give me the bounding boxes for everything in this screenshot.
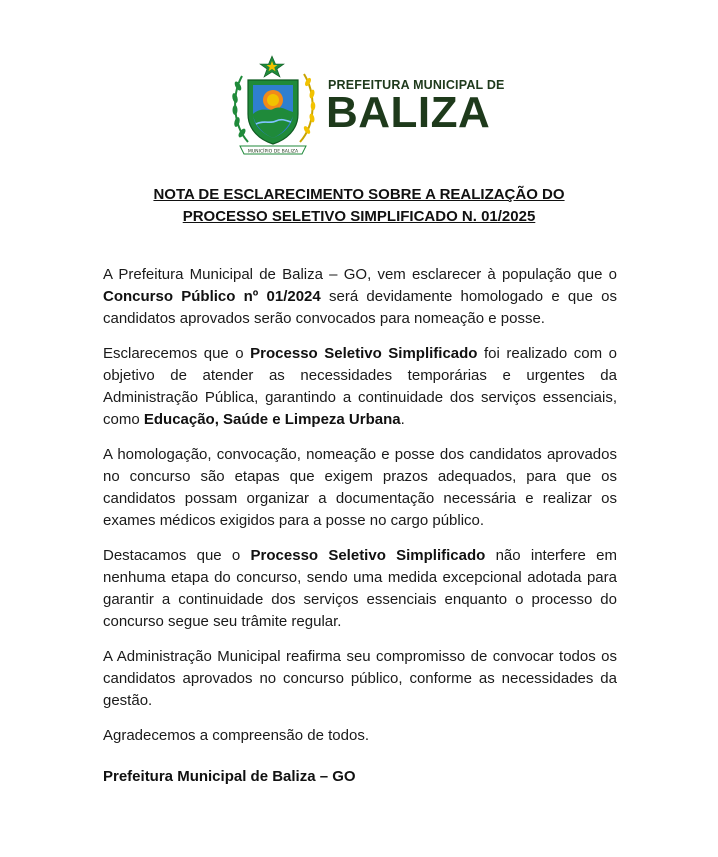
- brand-subtitle: PREFEITURA MUNICIPAL DE: [328, 78, 505, 92]
- paragraph-3: A homologação, convocação, nomeação e posse dos candidatos aprovados no concurso são etapas que exigem prazos adequados, para que os candidatos possam organizar a documentação necessária e realizar os exames médicos exigidos para a posse no cargo público.: [103, 446, 617, 529]
- title-line-2: PROCESSO SELETIVO SIMPLIFICADO N. 01/2025: [182, 208, 536, 225]
- brand-name: BALIZA: [326, 88, 491, 137]
- paragraph-4-bold-process: Processo Seletivo Simplificado: [250, 547, 486, 564]
- paragraph-4-text-a: Destacamos que o: [103, 547, 251, 564]
- paragraph-5: A Administração Municipal reafirma seu compromisso de convocar todos os candidatos aprovados no concurso público, conforme as necessidades da gestão.: [103, 648, 617, 709]
- document-title: [60, 184, 658, 228]
- paragraph-2-bold-services: Educação, Saúde e Limpeza Urbana: [143, 411, 401, 428]
- paragraph-2: [103, 343, 617, 431]
- signature: Prefeitura Municipal de Baliza – GO: [103, 768, 356, 785]
- paragraph-1-bold-contest: Concurso Público nº 01/2024: [103, 288, 321, 305]
- paragraph-2-text-c: foi realizado com o objetivo de atender as necessidades temporárias e urgentes da Administração Pública, garantindo a continuidade dos serviços essenciais, como: [103, 345, 617, 428]
- paragraph-6: Agradecemos a compreensão de todos.: [103, 727, 369, 744]
- coat-of-arms-icon: [230, 54, 320, 159]
- title-line-1: NOTA DE ESCLARECIMENTO SOBRE A REALIZAÇÃO DO: [153, 186, 565, 203]
- paragraph-2-text-e: .: [400, 411, 405, 428]
- paragraph-4: [103, 545, 617, 633]
- paragraph-1-text-a: A Prefeitura Municipal de Baliza – GO, vem esclarecer à população que o: [103, 266, 617, 283]
- paragraph-1-text-c: será devidamente homologado e que os candidatos aprovados serão convocados para nomeação e posse.: [103, 288, 617, 327]
- paragraph-2-text-a: Esclarecemos que o: [103, 345, 251, 362]
- paragraph-2-bold-process: Processo Seletivo Simplificado: [250, 345, 478, 362]
- paragraph-4-text-c: não interfere em nenhuma etapa do concurso, sendo uma medida excepcional adotada para garantir a continuidade dos serviços essenciais enquanto o processo do concurso segue seu trâmite regular.: [103, 547, 617, 630]
- crest-ribbon-text: MUNICÍPIO DE BALIZA: [247, 149, 299, 155]
- paragraph-1: [103, 264, 617, 330]
- document-body: [103, 264, 617, 760]
- letterhead: [230, 54, 505, 159]
